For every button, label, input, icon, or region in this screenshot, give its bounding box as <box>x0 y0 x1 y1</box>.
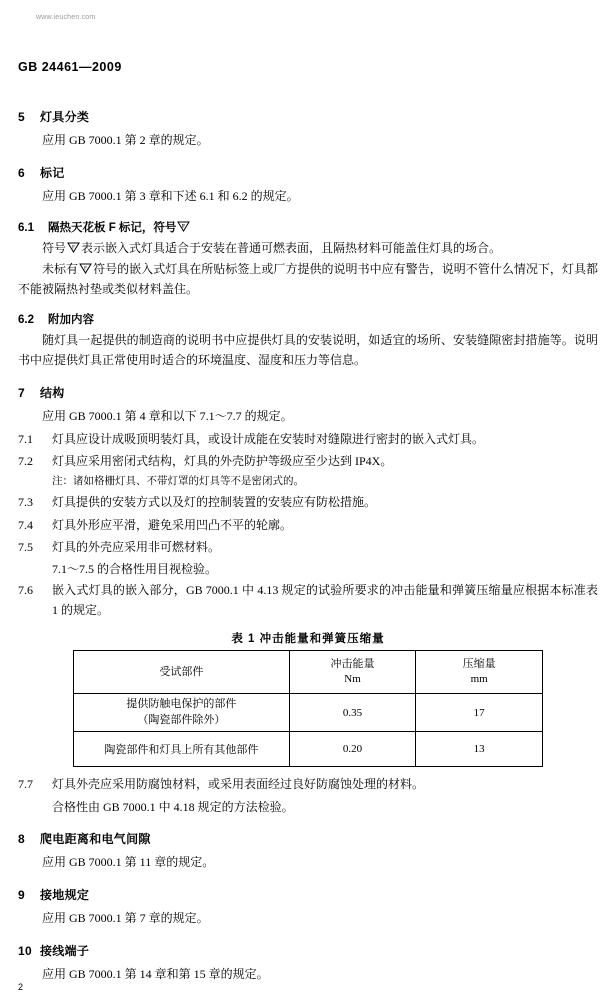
clause-title-5: 灯具分类 <box>40 110 90 124</box>
svg-text:F: F <box>182 223 186 230</box>
clause-number-6: 6 <box>18 166 25 181</box>
impact-energy-table <box>73 650 543 767</box>
svg-text:F: F <box>71 244 76 251</box>
subclause-number-7-6: 7.6 <box>18 583 33 598</box>
subclause-number-7-7: 7.7 <box>18 777 33 792</box>
subclause-number-7-4: 7.4 <box>18 517 33 532</box>
clause-10-paragraph: 应用 GB 7000.1 第 14 章和第 15 章的规定。 <box>42 967 269 982</box>
table-header-energy <box>289 651 416 694</box>
subclause-7-1 <box>18 430 598 449</box>
subclause-text-7-3: 灯具提供的安装方式以及灯的控制装置的安装应有防松措施。 <box>52 495 377 510</box>
table-cell-part-line2: （陶瓷部件除外） <box>137 713 226 726</box>
table-header <box>74 651 543 694</box>
sym-text-c: 未标有 <box>42 262 79 277</box>
subclause-number-7-5: 7.5 <box>18 540 33 554</box>
table-cell-energy: 0.20 <box>289 732 416 767</box>
table-header-energy-line1: 冲击能量 <box>330 658 375 671</box>
subclause-number-6-1: 6.1 <box>18 221 34 234</box>
table-row <box>74 694 543 732</box>
table-header-row <box>74 651 543 694</box>
subclause-6-2-paragraph: 随灯具一起提供的制造商的说明书中应提供灯具的安装说明，如适宜的场所、安装缝隙密封措施等。说明书中应提供灯具正常使用时适合的环境温度、湿度和压力等信息。 <box>18 333 598 367</box>
table-cell-energy: 0.35 <box>289 694 416 732</box>
document-body <box>18 94 598 987</box>
clause-title-8: 爬电距离和电气间隙 <box>40 831 151 846</box>
table-cell-compression: 17 <box>416 694 543 732</box>
subclause-text-7-4: 灯具外形应平滑，避免采用凹凸不平的轮廓。 <box>52 517 293 532</box>
subclause-7-7-extra: 合格性由 GB 7000.1 中 4.18 规定的方法检验。 <box>52 799 294 814</box>
f-mark-triangle-icon <box>67 242 80 253</box>
table-header-part: 受试部件 <box>74 651 290 694</box>
subclause-text-7-2: 灯具应采用密闭式结构，灯具的外壳防护等级应至少达到 IP4X。 <box>52 453 393 468</box>
standard-id-header: GB 24461—2009 <box>18 60 122 74</box>
f-mark-triangle-icon <box>79 263 92 274</box>
subclause-number-7-2: 7.2 <box>18 453 33 468</box>
table-header-compression-unit: mm <box>470 673 488 686</box>
subclause-number-7-3: 7.3 <box>18 495 33 510</box>
clause-heading-10 <box>18 942 598 959</box>
clause-7-intro: 应用 GB 7000.1 第 4 章和以下 7.1～7.7 的规定。 <box>42 409 293 424</box>
subclause-text-7-1: 灯具应设计成吸顶明装灯具，或设计成能在安装时对缝隙进行密封的嵌入式灯具。 <box>52 431 485 446</box>
subclause-7-3 <box>18 493 598 512</box>
sym-text-b: 表示嵌入式灯具适合于安装在普通可燃表面，且隔热材料可能盖住灯具的场合。 <box>81 240 502 255</box>
subclause-6-1-paragraph-2 <box>18 260 598 299</box>
clause-5-paragraph: 应用 GB 7000.1 第 2 章的规定。 <box>42 133 209 147</box>
sym-text-a: 符号 <box>42 240 67 255</box>
table-header-compression-line1: 压缩量 <box>462 658 496 671</box>
subclause-number-7-1: 7.1 <box>18 431 33 446</box>
subclause-text-7-5: 灯具的外壳应采用非可燃材料。 <box>52 540 221 554</box>
clause-title-9: 接地规定 <box>40 887 90 902</box>
table-cell-part: 陶瓷部件和灯具上所有其他部件 <box>74 732 290 767</box>
clause-heading-9 <box>18 886 598 903</box>
subclause-7-6 <box>18 581 598 620</box>
clause-9-paragraph: 应用 GB 7000.1 第 7 章的规定。 <box>42 910 209 925</box>
subclause-7-7 <box>18 775 598 794</box>
subclause-7-4 <box>18 516 598 535</box>
clause-number-5: 5 <box>18 110 25 124</box>
clause-title-6: 标记 <box>40 166 65 181</box>
clause-heading-6 <box>18 164 598 181</box>
subclause-title-6-2: 附加内容 <box>48 314 94 327</box>
f-mark-triangle-icon <box>177 221 190 232</box>
subclause-heading-6-2 <box>18 311 598 327</box>
clause-heading-5 <box>18 108 598 125</box>
subclause-title-6-1: 隔热天花板 F 标记，符号 <box>48 221 177 234</box>
svg-text:F: F <box>84 265 88 272</box>
clause-number-8: 8 <box>18 831 25 846</box>
subclause-text-7-7: 灯具外壳应采用防腐蚀材料，或采用表面经过良好防腐蚀处理的材料。 <box>52 777 425 792</box>
clause-number-10: 10 <box>18 944 32 959</box>
subclause-text-7-6: 嵌入式灯具的嵌入部分，GB 7000.1 中 4.13 规定的试验所要求的冲击能量和弹簧压缩量应根据本标准表 1 的规定。 <box>52 583 598 617</box>
subclause-7-2-note: 注：诸如格栅灯具、不带灯罩的灯具等不是密闭式的。 <box>52 476 304 488</box>
clause-title-7: 结构 <box>40 386 65 401</box>
watermark-text: www.ieuchen.com <box>36 14 96 21</box>
subclause-6-1-paragraph-1 <box>18 239 598 258</box>
clause-title-10: 接线端子 <box>40 944 90 959</box>
table-cell-part <box>74 694 290 732</box>
table-header-compression <box>416 651 543 694</box>
subclause-7-5-extra: 7.1～7.5 的合格性用目视检验。 <box>52 562 218 577</box>
clause-6-paragraph: 应用 GB 7000.1 第 3 章和下述 6.1 和 6.2 的规定。 <box>42 189 299 204</box>
subclause-heading-6-1 <box>18 219 598 235</box>
clause-number-9: 9 <box>18 887 25 902</box>
clause-number-7: 7 <box>18 386 25 401</box>
table-row <box>74 732 543 767</box>
table-cell-part-line1: 提供防触电保护的部件 <box>126 698 237 711</box>
clause-8-paragraph: 应用 GB 7000.1 第 11 章的规定。 <box>42 854 215 869</box>
clause-heading-8 <box>18 830 598 847</box>
clause-heading-7 <box>18 384 598 401</box>
page-number: 2 <box>18 982 24 992</box>
subclause-number-6-2: 6.2 <box>18 314 34 327</box>
sym-text-d: 符号的嵌入式灯具在所贴标签上或厂方提供的说明书中应有警告，说明不管什么情况下，灯具都不能被隔热衬垫或类似材料盖住。 <box>18 262 598 296</box>
table-header-energy-unit: Nm <box>344 673 361 686</box>
table-1-title: 表 1 冲击能量和弹簧压缩量 <box>231 633 385 646</box>
subclause-7-5 <box>18 538 598 557</box>
table-cell-compression: 13 <box>416 732 543 767</box>
table-body <box>74 694 543 767</box>
subclause-7-2 <box>18 452 598 471</box>
